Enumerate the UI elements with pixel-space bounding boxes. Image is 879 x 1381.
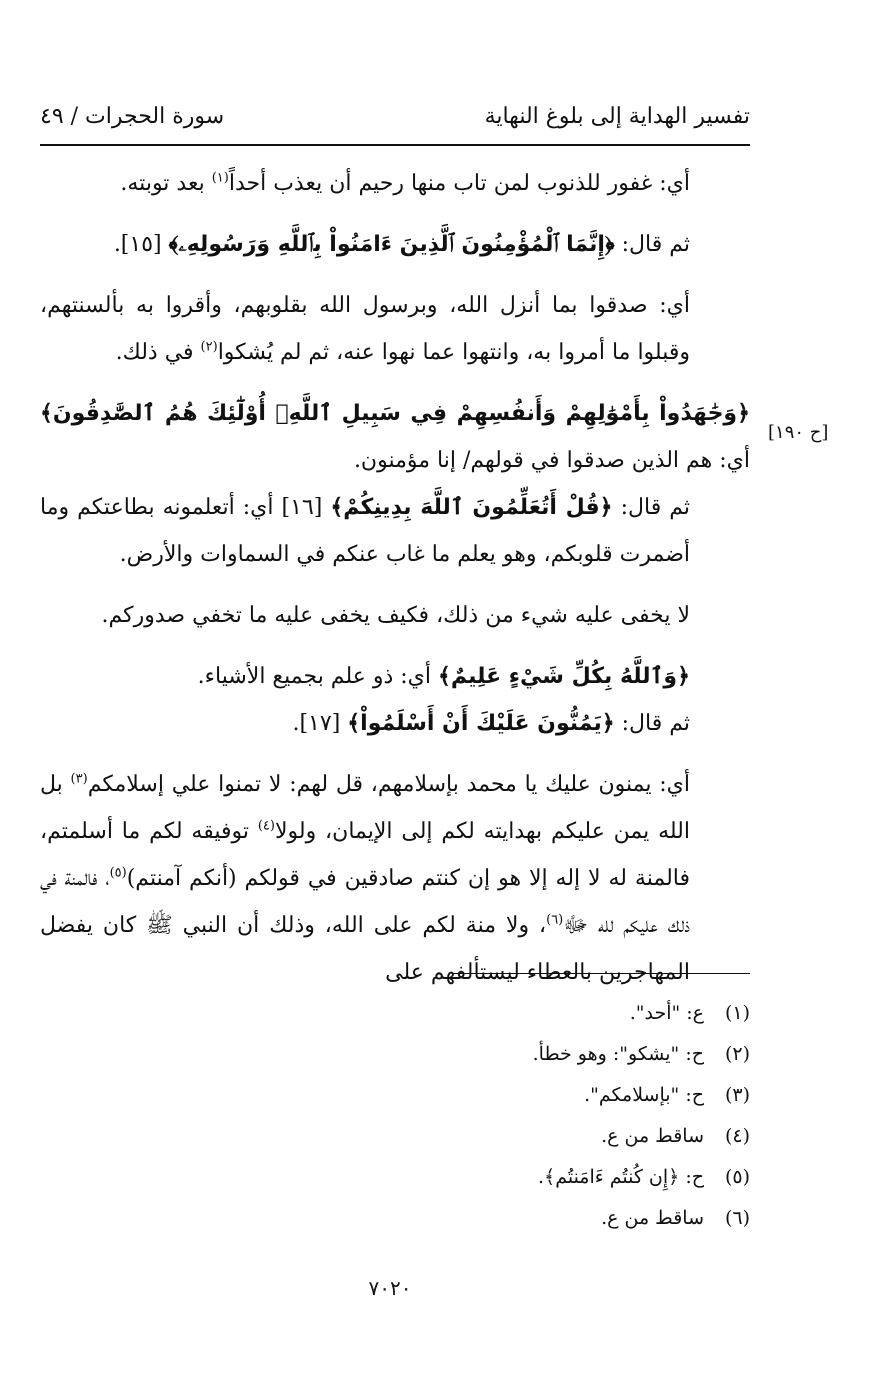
paragraph-6 (40, 592, 750, 639)
verse-number: [١٥]. (113, 232, 169, 257)
quran-verse: ﴿وَٱللَّهُ بِكُلِّ شَيْءٍ عَلِيمٌ﴾ (438, 664, 690, 689)
footnote-number: (٥) (724, 1166, 750, 1188)
footnote-text: ح: ﴿إِن كُنتُم ءَامَنتُم﴾. (538, 1166, 704, 1188)
main-text (40, 160, 750, 1010)
paragraph-prefix: ثم قال: (614, 232, 690, 257)
footnote-ref: (٢) (200, 339, 218, 355)
footnote-number: (٣) (724, 1084, 750, 1106)
page-number: ٧٠٢٠ (368, 1276, 412, 1300)
footnote-ref: (٥) (109, 865, 127, 881)
paragraph-7 (40, 653, 750, 700)
paragraph-tail: بعد توبته. (120, 171, 212, 196)
header-rule (40, 144, 750, 146)
footnote-number: (١) (724, 1002, 750, 1024)
manuscript-margin-note: [ح ١٩٠] (768, 422, 829, 443)
paragraph-tail: في ذلك. (115, 340, 201, 365)
footnote-number: (٦) (724, 1207, 750, 1229)
footnote-ref: (٤) (257, 818, 275, 834)
footnote-separator (452, 973, 750, 974)
paragraph-prefix: ثم قال: (614, 711, 690, 736)
footnote-number: (٢) (724, 1043, 750, 1065)
quran-verse: ﴿إِنَّمَا ٱلْمُؤْمِنُونَ ٱلَّذِينَ ءَامَنُواْ بِٱللَّهِ وَرَسُولِهِۦ﴾ (168, 232, 615, 257)
paragraph-9 (40, 761, 750, 996)
footnote-text: ع: "أحد". (629, 1002, 704, 1024)
footnote-item (300, 1034, 750, 1075)
paragraph-tail: ، ولا منة لكم على الله، وذلك أن النبي ﷺ كان يفضل المهاجرين بالعطاء ليستألفهم على (40, 913, 690, 985)
paragraph-text-4: ، فالمنة في ذلك عليكم لله ﷻ (40, 866, 690, 938)
footnotes (300, 993, 750, 1239)
paragraph-2 (40, 221, 750, 268)
footnote-number: (٤) (724, 1125, 750, 1147)
footnote-text: ساقط من ع. (601, 1125, 704, 1147)
verse-number: [١٧]. (292, 711, 348, 736)
paragraph-tail: [١٦] أي: أتعلمونه بطاعتكم وما أضمرت قلوبكم، وهو يعلم ما غاب عنكم في السماوات والأرض. (40, 495, 690, 567)
book-title: تفسير الهداية إلى بلوغ النهاية (484, 104, 750, 129)
footnote-item (300, 1116, 750, 1157)
paragraph-4 (40, 390, 750, 484)
footnote-text: ساقط من ع. (601, 1207, 704, 1229)
footnote-ref: (٣) (70, 771, 88, 787)
quran-verse: ﴿يَمُنُّونَ عَلَيْكَ أَنْ أَسْلَمُواْ﴾ (347, 711, 615, 736)
footnote-item (300, 1157, 750, 1198)
paragraph-tail: أي: هم الذين صدقوا في قولهم/ إنا مؤمنون. (353, 448, 750, 473)
footnote-item (300, 1198, 750, 1239)
paragraph-8 (40, 700, 750, 747)
footnote-text: ح: "يشكو": وهو خطأ. (532, 1043, 704, 1065)
paragraph-1 (40, 160, 750, 207)
quran-verse: ﴿وَجَٰهَدُواْ بِأَمْوَٰلِهِمْ وَأَنفُسِهِمْ فِي سَبِيلِ ٱللَّهِۚ أُوْلَٰٓئِكَ هُمُ ٱلصَّٰدِقُونَ﴾ (40, 401, 750, 426)
quran-verse: ﴿قُلْ أَتُعَلِّمُونَ ٱللَّهَ بِدِينِكُمْ﴾ (330, 495, 613, 520)
paragraph-prefix: ثم قال: (612, 495, 691, 520)
paragraph-3 (40, 282, 750, 376)
footnote-item (300, 993, 750, 1034)
paragraph-text-3: توفيقه لكم ما أسلمتم، فالمنة له لا إله إلا هو إن كنتم صادقين في قولكم (أنكم آمنتم) (40, 819, 690, 891)
paragraph-5 (40, 484, 750, 578)
footnote-ref: (١) (211, 170, 229, 186)
footnote-ref: (٦) (546, 912, 564, 928)
footnote-text: ح: "بإسلامكم". (584, 1084, 704, 1106)
paragraph-text: أي: يمنون عليك يا محمد بإسلامهم، قل لهم: لا تمنوا علي إسلامكم (87, 772, 691, 797)
paragraph-text: أي: صدقوا بما أنزل الله، وبرسول الله بقلوبهم، وأقروا به بألسنتهم، وقبلوا ما أمروا به، وانتهوا عما نهوا عنه، ثم لم يُشكوا (40, 293, 690, 365)
footnote-item (300, 1075, 750, 1116)
running-header (40, 100, 750, 142)
paragraph-text: أي: غفور للذنوب لمن تاب منها رحيم أن يعذب أحداً (228, 171, 690, 196)
surah-label: سورة الحجرات / ٤٩ (40, 104, 225, 129)
paragraph-text-2: بل الله يمن عليكم بهدايته لكم إلى الإيمان، ولولا (40, 772, 691, 844)
paragraph-tail: أي: ذو علم بجميع الأشياء. (197, 664, 439, 689)
paragraph-text: لا يخفى عليه شيء من ذلك، فكيف يخفى عليه ما تخفي صدوركم. (101, 603, 690, 628)
